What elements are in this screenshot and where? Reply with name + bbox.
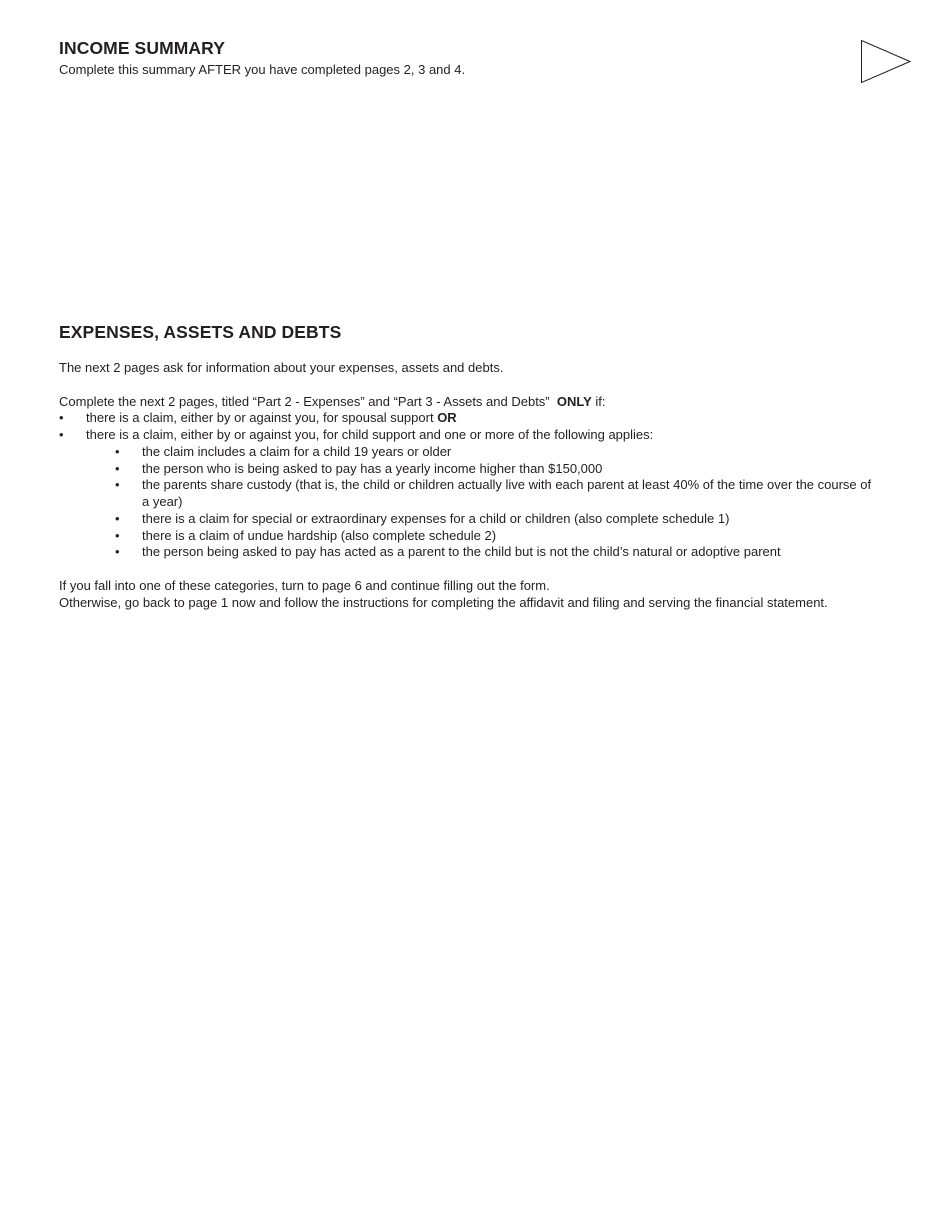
sub-list-item: [115, 527, 875, 544]
sub-bullet-text: there is a claim of undue hardship (also complete schedule 2): [142, 528, 497, 543]
sub-bullet-text: the person who is being asked to pay has a yearly income higher than $150,000: [142, 461, 603, 476]
expenses-condition: [59, 393, 606, 410]
sub-bullet-text: the claim includes a claim for a child 19 years or older: [142, 444, 452, 459]
bullet-icon: •: [115, 544, 120, 559]
sub-list-item: [115, 443, 875, 460]
sub-list-item: [115, 543, 875, 560]
condition-prefix: Complete the next 2 pages, titled “Part 2 - Expenses” and “Part 3 - Assets and Debts”: [59, 394, 557, 409]
bullet-icon: •: [59, 410, 64, 425]
income-summary-title: INCOME SUMMARY: [59, 38, 226, 58]
bullet-icon: •: [115, 444, 120, 459]
bullet-icon: •: [115, 461, 120, 476]
closing-instruction-1: If you fall into one of these categories, turn to page 6 and continue filling out the form.: [59, 578, 550, 593]
bullet-icon: •: [115, 528, 120, 543]
bullet-emphasis: OR: [437, 410, 457, 425]
list-item: [59, 426, 653, 443]
bullet-icon: •: [115, 511, 120, 526]
bullet-text: there is a claim, either by or against you, for child support and one or more of the following applies:: [86, 427, 654, 442]
sub-bullet-text: there is a claim for special or extraordinary expenses for a child or children (also complete schedule 1): [142, 511, 730, 526]
sub-list-item: [115, 476, 875, 510]
next-page-arrow-icon[interactable]: [861, 40, 911, 83]
expenses-intro: The next 2 pages ask for information about your expenses, assets and debts.: [59, 360, 504, 375]
condition-suffix: if:: [591, 394, 606, 409]
expenses-assets-debts-title: EXPENSES, ASSETS AND DEBTS: [59, 322, 342, 342]
list-item: [59, 409, 457, 426]
sub-list-item: [115, 510, 875, 527]
bullet-icon: •: [59, 427, 64, 442]
closing-instruction-2: Otherwise, go back to page 1 now and follow the instructions for completing the affidavit and filing and serving the financial statement.: [59, 595, 828, 610]
bullet-text: there is a claim, either by or against you, for spousal support: [86, 410, 438, 425]
condition-emphasis: ONLY: [556, 394, 592, 409]
sub-bullet-text: the parents share custody (that is, the child or children actually live with each parent at least 40% of the time over the course of a year): [142, 477, 872, 509]
income-summary-subtitle: Complete this summary AFTER you have completed pages 2, 3 and 4.: [59, 62, 466, 77]
bullet-icon: •: [115, 477, 120, 492]
sub-list-item: [115, 460, 875, 477]
sub-bullet-text: the person being asked to pay has acted as a parent to the child but is not the child’s natural or adoptive parent: [142, 544, 781, 559]
